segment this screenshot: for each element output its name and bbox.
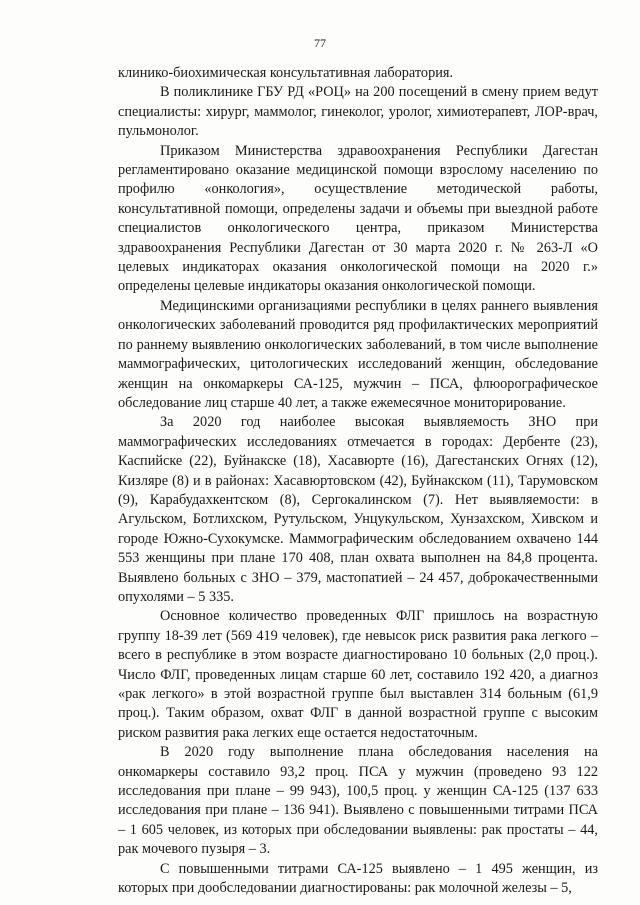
paragraph: За 2020 год наиболее высокая выявляемость ЗНО при маммографических исследованиях отмечается в городах: Дербенте (23), Каспийске (22), Буйнакске (18), Хасавюрте (16), Дагестанских Огнях (12), Кизляре (8) и в районах: Хасавюртовском (42), Буйнакском (11), Тарумовском (9), Карабудахкентском (8), Сергокалинском (7). Нет выявляемости: в Агульском, Ботлихском, Рутульском, Унцукульском, Хунзахском, Хивском и городе Южно-Сухокумске. Маммографическим обследованием охвачено 144 553 женщины при плане 170 408, план охвата выполнен на 84,8 процента. Выявлено больных с ЗНО – 379, мастопатией – 24 457, доброкачественными опухолями – 5 335. bbox=[118, 414, 598, 605]
page-number: 77 bbox=[314, 36, 326, 50]
paragraph: В поликлинике ГБУ РД «РОЦ» на 200 посещений в смену прием ведут специалисты: хирург, маммолог, гинеколог, уролог, химиотерапевт, ЛОР-врач, пульмонолог. bbox=[118, 84, 598, 140]
paragraph: клинико-биохимическая консультативная лаборатория. bbox=[118, 65, 454, 81]
body-text bbox=[118, 64, 598, 898]
paragraph: Медицинскими организациями республики в целях раннего выявления онкологических заболеваний проводится ряд профилактических мероприятий по раннему выявлению онкологических заболеваний, в том числе выполнение маммографических, цитологических исследований женщин, обследование женщин на онкомаркеры СА-125, мужчин – ПСА, флюорографическое обследование лиц старше 40 лет, а также ежемесячное мониторирование. bbox=[118, 297, 598, 411]
paragraph: Приказом Министерства здравоохранения Республики Дагестан регламентировано оказание медицинской помощи взрослому населению по профилю «онкология», осуществление методической работы, консультативной помощи, определены задачи и объемы при выездной работе специалистов онкологического центра, приказом Министерства здравоохранения Республики Дагестан от 30 марта 2020 г. № 263-Л «О целевых индикаторах оказания онкологической помощи на 2020 г.» определены целевые индикаторы оказания онкологической помощи. bbox=[118, 142, 598, 295]
paragraph: В 2020 году выполнение плана обследования населения на онкомаркеры составило 93,2 проц. ПСА у мужчин (проведено 93 122 исследования при плане – 99 943), 100,5 проц. у женщин СА-125 (137 633 исследования при плане – 136 941). Выявлено с повышенными титрами ПСА – 1 605 человек, из которых при обследовании выявлены: рак простаты – 44, рак мочевого пузыря – 3. bbox=[118, 744, 598, 858]
paragraph: Основное количество проведенных ФЛГ пришлось на возрастную группу 18-39 лет (569 419 человек), где невысок риск развития рака легкого – всего в республике в этом возрасте диагностировано 10 больных (2,0 проц.). Число ФЛГ, проведенных лицам старше 60 лет, составило 192 420, а диагноз «рак легкого» в этой возрастной группе был выставлен 314 больным (61,9 проц.). Таким образом, охват ФЛГ в данной возрастной группе с высоким риском развития рака легких еще остается недостаточным. bbox=[118, 608, 598, 741]
paragraph: С повышенными титрами СА-125 выявлено – 1 495 женщин, из которых при дообследовании диагностированы: рак молочной железы – 5, bbox=[118, 860, 598, 897]
